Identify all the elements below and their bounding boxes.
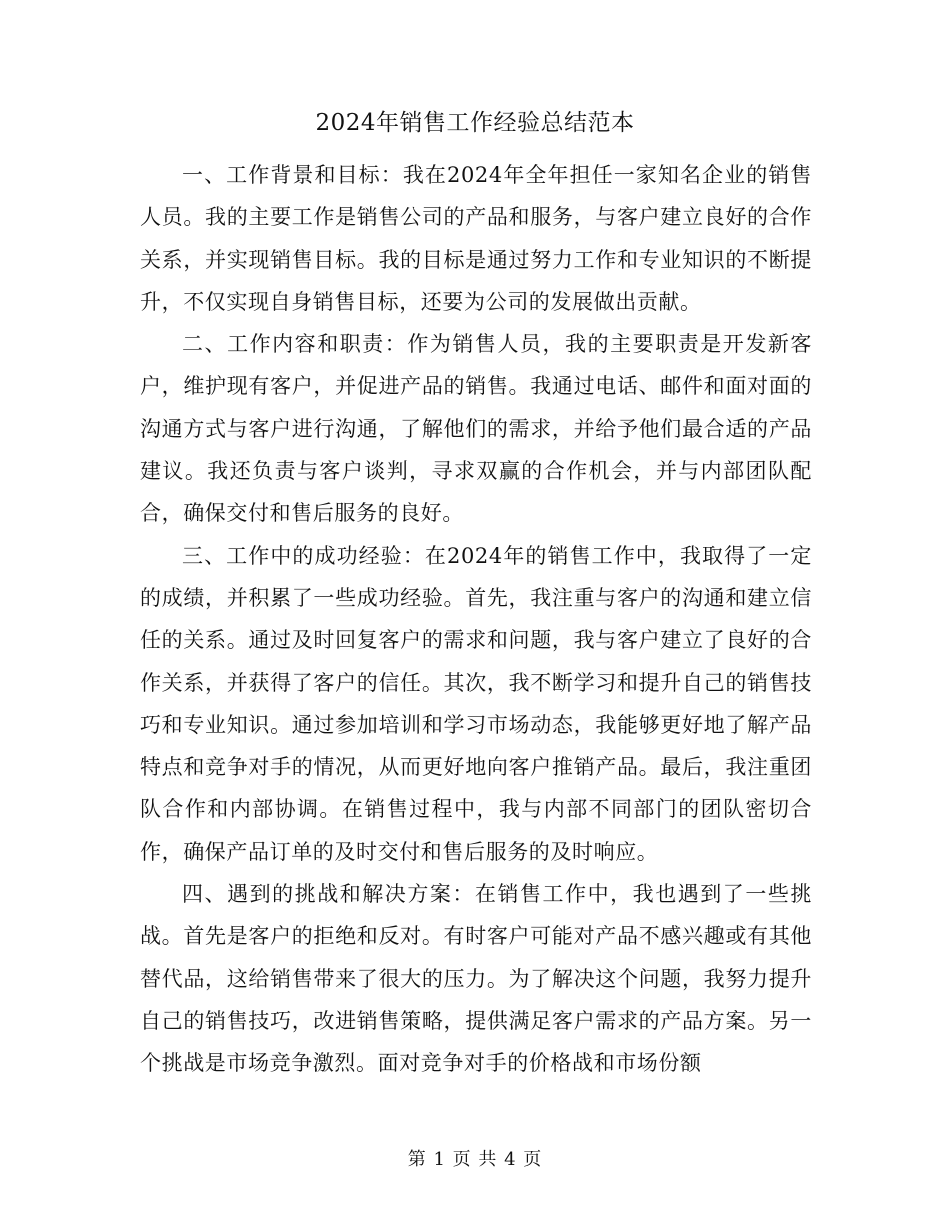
document-title: 2024年销售工作经验总结范本 xyxy=(315,110,635,136)
document-body xyxy=(140,154,812,1085)
paragraph-success-experience: 三、工作中的成功经验：在2024年的销售工作中，我取得了一定的成绩，并积累了一些成功经验。首先，我注重与客户的沟通和建立信任的关系。通过及时回复客户的需求和问题，我与客户建立了良好的合作关系，并获得了客户的信任。其次，我不断学习和提升自己的销售技巧和专业知识。通过参加培训和学习市场动态，我能够更好地了解产品特点和竞争对手的情况，从而更好地向客户推销产品。最后，我注重团队合作和内部协调。在销售过程中，我与内部不同部门的团队密切合作，确保产品订单的及时交付和售后服务的及时响应。 xyxy=(140,543,812,864)
page-number-footer: 第 1 页 共 4 页 xyxy=(407,1149,543,1170)
paragraph-background-goals: 一、工作背景和目标：我在2024年全年担任一家知名企业的销售人员。我的主要工作是销售公司的产品和服务，与客户建立良好的合作关系，并实现销售目标。我的目标是通过努力工作和专业知识的不断提升，不仅实现自身销售目标，还要为公司的发展做出贡献。 xyxy=(140,163,812,314)
paragraph-challenges: 四、遇到的挑战和解决方案：在销售工作中，我也遇到了一些挑战。首先是客户的拒绝和反对。有时客户可能对产品不感兴趣或有其他替代品，这给销售带来了很大的压力。为了解决这个问题，我努力提升自己的销售技巧，改进销售策略，提供满足客户需求的产品方案。另一个挑战是市场竞争激烈。面对竞争对手的价格战和市场份额 xyxy=(140,882,812,1076)
paragraph-duties: 二、工作内容和职责：作为销售人员，我的主要职责是开发新客户，维护现有客户，并促进产品的销售。我通过电话、邮件和面对面的沟通方式与客户进行沟通，了解他们的需求，并给予他们最合适的产品建议。我还负责与客户谈判，寻求双赢的合作机会，并与内部团队配合，确保交付和售后服务的良好。 xyxy=(140,332,812,526)
